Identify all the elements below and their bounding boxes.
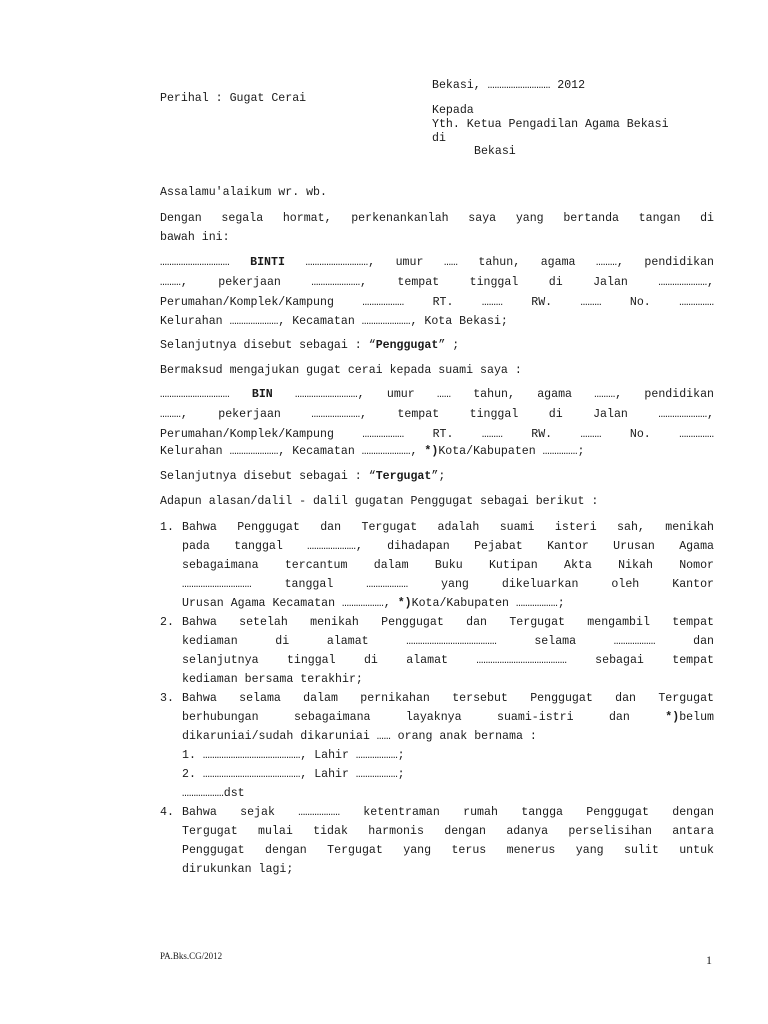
plaintiff-line-1: ………………………… BINTI ………………………, umur …… tahun, agama ………, pendidikan [160, 256, 714, 269]
item-4-line-4: dirukunkan lagi; [182, 863, 294, 876]
plaintiff-line-3: Perumahan/Komplek/Kampung ……………… RT. ……… RW. ……… No. …………… [160, 296, 714, 309]
intro-line-1: Dengan segala hormat, perkenankanlah saya yang bertanda tangan di [160, 212, 714, 225]
recipient-city: Bekasi [474, 145, 516, 158]
reasons-heading: Adapun alasan/dalil - dalil gugatan Penggugat sebagai berikut : [160, 495, 599, 508]
item-4-line-2: Tergugat mulai tidak harmonis dengan adanya perselisihan antara [182, 825, 714, 838]
child-entry-more: ………………dst [182, 787, 245, 800]
defendant-line-4: Kelurahan …………………, Kecamatan …………………, *)Kota/Kabupaten ……………; [160, 445, 585, 458]
page-number: 1 [706, 953, 712, 967]
child-entry-2: 2. ……………………………………, Lahir ………………; [182, 768, 405, 781]
item-1-line-2: pada tanggal …………………, dihadapan Pejabat Kantor Urusan Agama [182, 540, 714, 553]
greeting: Assalamu'alaikum wr. wb. [160, 186, 327, 199]
item-2-line-1: Bahwa setelah menikah Penggugat dan Tergugat mengambil tempat [182, 616, 714, 629]
item-3-line-3: dikaruniai/sudah dikaruniai …… orang anak bernama : [182, 730, 537, 743]
subject-line: Perihal : Gugat Cerai [160, 92, 307, 105]
item-1-line-4: ………………………… tanggal ……………… yang dikeluarkan oleh Kantor [182, 578, 714, 591]
item-4-number: 4. [160, 806, 174, 819]
item-1-line-3: sebagaimana tercantum dalam Buku Kutipan Akta Nikah Nomor [182, 559, 714, 572]
child-entry-1: 1. ……………………………………, Lahir ………………; [182, 749, 405, 762]
item-2-line-2: kediaman di alamat ………………………………… selama ……………… dan [182, 635, 714, 648]
item-3-line-1: Bahwa selama dalam pernikahan tersebut Penggugat dan Tergugat [182, 692, 714, 705]
item-2-line-4: kediaman bersama terakhir; [182, 673, 363, 686]
defendant-line-1: ………………………… BIN ………………………, umur …… tahun, agama ………, pendidikan [160, 388, 714, 401]
item-1-number: 1. [160, 521, 174, 534]
plaintiff-line-2: ………, pekerjaan …………………, tempat tinggal di Jalan …………………, [160, 276, 714, 289]
item-1-line-5: Urusan Agama Kecamatan ………………, *)Kota/Kabupaten ………………; [182, 597, 565, 610]
item-3-line-2: berhubungan sebagaimana layaknya suami-istri dan *)belum [182, 711, 714, 724]
item-4-line-3: Penggugat dengan Tergugat yang terus menerus yang sulit untuk [182, 844, 714, 857]
defendant-designation: Selanjutnya disebut sebagai : “Tergugat”; [160, 470, 446, 483]
recipient-line: Yth. Ketua Pengadilan Agama Bekasi [432, 118, 669, 131]
defendant-intent: Bermaksud mengajukan gugat cerai kepada suami saya : [160, 364, 522, 377]
recipient-label: Kepada [432, 104, 474, 117]
item-3-number: 3. [160, 692, 174, 705]
place-date: Bekasi, ……………………… 2012 [432, 79, 586, 92]
intro-line-2: bawah ini: [160, 231, 230, 244]
recipient-di: di [432, 132, 446, 145]
defendant-line-2: ………, pekerjaan …………………, tempat tinggal di Jalan …………………, [160, 408, 714, 421]
item-4-line-1: Bahwa sejak ……………… ketentraman rumah tangga Penggugat dengan [182, 806, 714, 819]
defendant-line-3: Perumahan/Komplek/Kampung ……………… RT. ……… RW. ……… No. …………… [160, 428, 714, 441]
item-1-line-1: Bahwa Penggugat dan Tergugat adalah suami isteri sah, menikah [182, 521, 714, 534]
footer-code: PA.Bks.CG/2012 [160, 951, 223, 961]
item-2-number: 2. [160, 616, 174, 629]
plaintiff-designation: Selanjutnya disebut sebagai : “Penggugat” ; [160, 339, 460, 352]
item-2-line-3: selanjutnya tinggal di alamat ………………………………… sebagai tempat [182, 654, 714, 667]
plaintiff-line-4: Kelurahan …………………, Kecamatan …………………, Kota Bekasi; [160, 315, 508, 328]
